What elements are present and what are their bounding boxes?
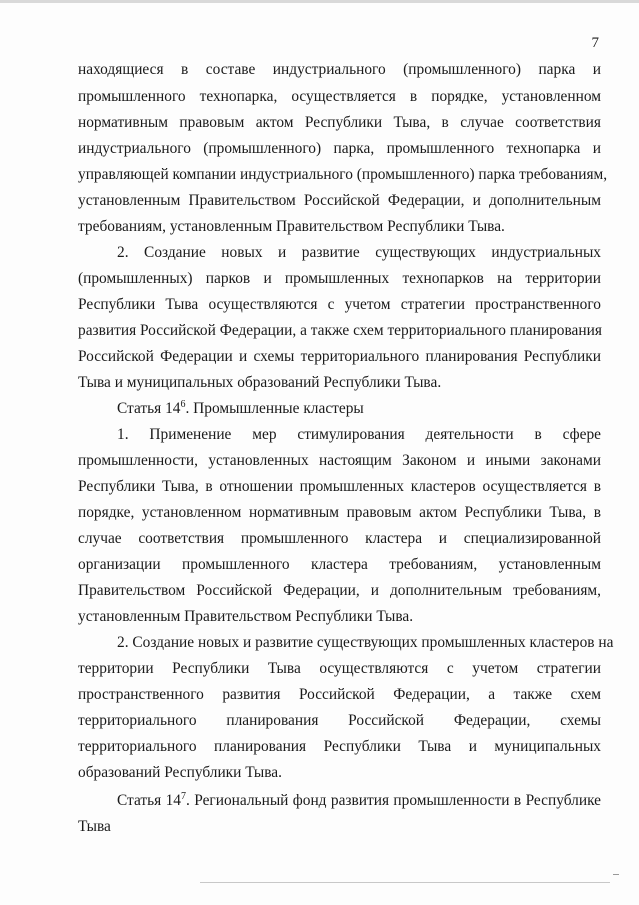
paragraph-line: промышленности, установленных настоящим Законом и иными законами xyxy=(78,452,601,469)
paragraph-line: порядке, установленном нормативным правовым актом Республики Тыва, в xyxy=(78,504,601,521)
scan-mark xyxy=(613,874,619,875)
paragraph-line: территориального планирования Российской Федерации, схемы xyxy=(78,712,601,729)
article-heading-14-7 xyxy=(117,791,601,811)
paragraph-line: промышленного технопарка, осуществляется в порядке, установленном xyxy=(78,88,601,105)
article-superscript: 6 xyxy=(180,399,186,410)
paragraph-line: Республики Тыва осуществляются с учетом стратегии пространственного xyxy=(78,296,601,313)
paragraph-line: установленным Правительством Российской Федерации, и дополнительным xyxy=(78,192,601,209)
paragraph-line: образований Республики Тыва. xyxy=(78,764,282,781)
article-superscript: 7 xyxy=(181,791,187,802)
article-title: . Промышленные кластеры xyxy=(185,400,364,417)
paragraph-line: 2. Создание новых и развитие существующих индустриальных xyxy=(117,244,601,261)
article-prefix: Статья 14 xyxy=(117,792,182,809)
paragraph-line: развития Российской Федерации, а также схем территориального планирования xyxy=(78,322,602,339)
paragraph-line: случае соответствия промышленного кластера и специализированной xyxy=(78,530,601,547)
scan-edge-top xyxy=(0,0,639,3)
paragraph-line: пространственного развития Российской Федерации, а также схем xyxy=(78,686,601,703)
paragraph-line: территориального планирования Республики Тыва и муниципальных xyxy=(78,738,601,755)
paragraph-line: 2. Создание новых и развитие существующих промышленных кластеров на xyxy=(117,634,614,651)
paragraph-line: управляющей компании индустриального (промышленного) парка требованиям, xyxy=(78,166,608,183)
page-number: 7 xyxy=(591,35,599,51)
paragraph-line: организации промышленного кластера требованиям, установленным xyxy=(78,556,601,573)
article-title-continuation: Тыва xyxy=(78,818,111,835)
paragraph-line: установленным Правительством Республики Тыва. xyxy=(78,608,414,625)
article-title: . Региональный фонд развития промышленности в Республике xyxy=(186,792,601,809)
paragraph-line: 1. Применение мер стимулирования деятельности в сфере xyxy=(117,426,601,443)
paragraph-line: Правительством Российской Федерации, и дополнительным требованиям, xyxy=(78,582,601,599)
scan-edge-bottom xyxy=(200,882,610,883)
paragraph-line: (промышленных) парков и промышленных технопарков на территории xyxy=(78,270,601,287)
paragraph-line: индустриального (промышленного) парка, промышленного технопарка и xyxy=(78,140,601,157)
paragraph-line: находящиеся в составе индустриального (промышленного) парка и xyxy=(78,61,601,78)
paragraph-line: территории Республики Тыва осуществляются с учетом стратегии xyxy=(78,660,601,677)
article-heading-14-6 xyxy=(117,399,601,419)
paragraph-line: требованиям, установленным Правительством Республики Тыва. xyxy=(78,218,505,235)
paragraph-line: Тыва и муниципальных образований Республики Тыва. xyxy=(78,374,442,391)
paragraph-line: нормативным правовым актом Республики Тыва, в случае соответствия xyxy=(78,114,601,131)
paragraph-line: Республики Тыва, в отношении промышленных кластеров осуществляется в xyxy=(78,478,601,495)
article-prefix: Статья 14 xyxy=(117,400,181,417)
paragraph-line: Российской Федерации и схемы территориального планирования Республики xyxy=(78,348,601,365)
